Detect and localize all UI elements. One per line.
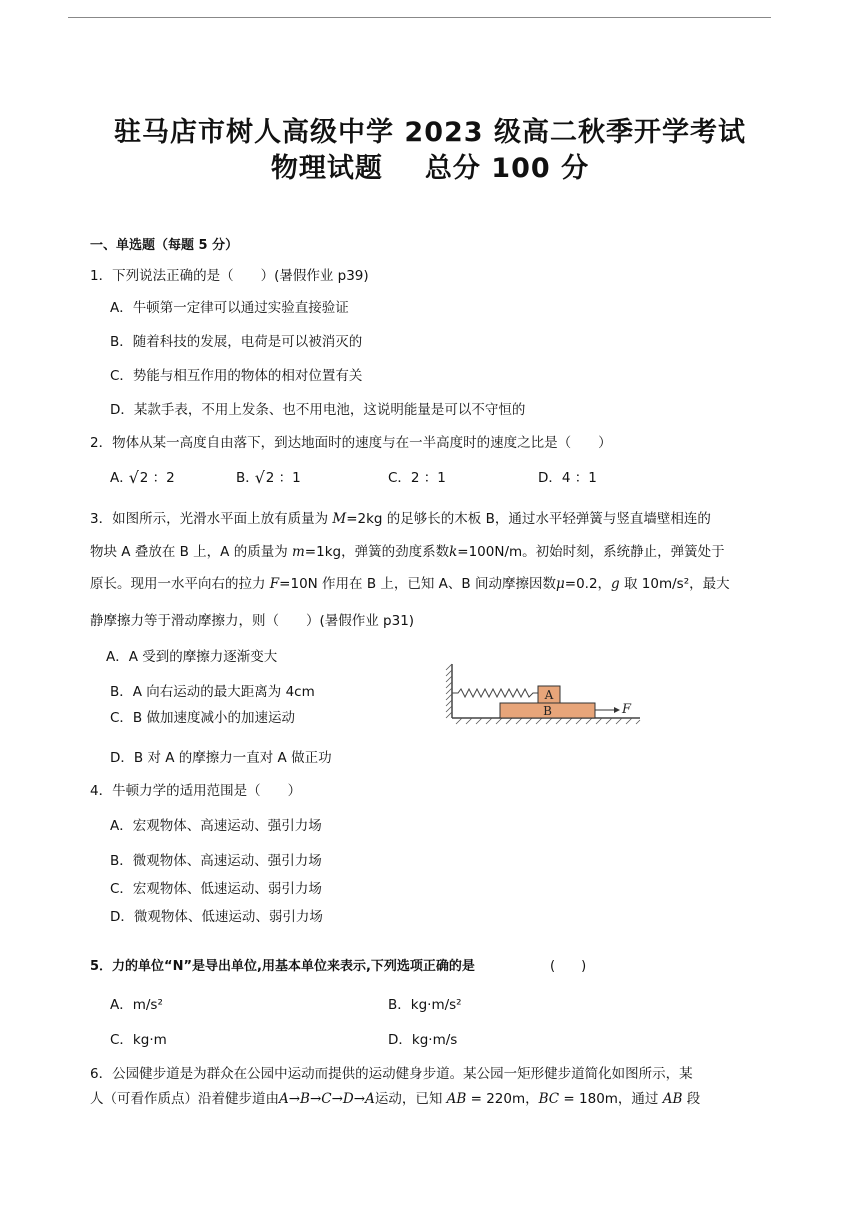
question-5-option-c: C．kg·m	[110, 1032, 167, 1048]
force-label: F	[622, 702, 632, 717]
spring	[452, 689, 538, 697]
header-rule	[68, 17, 771, 18]
question-2-option-c: C．2 ：1	[388, 470, 446, 486]
question-3-line-3	[90, 572, 730, 592]
question-5-stem	[90, 955, 475, 974]
total-score-label: 总分 100 分	[424, 153, 590, 184]
spring-block-diagram	[444, 660, 644, 730]
question-1-option-d: D．某款手表，不用上发条、也不用电池，这说明能量是可以不守恒的	[110, 402, 526, 418]
path-expression: A→B→C→D→A	[279, 1091, 375, 1107]
segment-bc: BC	[538, 1091, 560, 1107]
wall-hatch	[446, 664, 452, 718]
question-5-text: 5．力的单位“N”是导出单位,用基本单位来表示,下列选项正确的是	[90, 959, 475, 974]
text-segment: =10N 作用在 B 上，已知 A、B 间动摩擦因数	[279, 576, 556, 592]
question-1-option-a: A．牛顿第一定律可以通过实验直接验证	[110, 300, 349, 316]
exam-subtitle	[0, 146, 860, 185]
option-a-suffix: ：2	[152, 470, 175, 486]
question-1-option-b: B．随着科技的发展，电荷是可以被消灭的	[110, 334, 363, 350]
question-5-option-d: D．kg·m/s	[388, 1032, 458, 1048]
question-5-option-a: A．m/s²	[110, 997, 163, 1013]
text-segment: 取 10m/s²，最大	[619, 576, 730, 592]
question-1-option-c: C．势能与相互作用的物体的相对位置有关	[110, 368, 363, 384]
force-arrowhead	[614, 707, 620, 713]
question-3-line-2	[90, 540, 725, 560]
text-segment: =1kg，弹簧的劲度系数	[304, 544, 450, 560]
text-segment: 物块 A 叠放在 B 上，A 的质量为	[90, 544, 292, 560]
question-3-option-d: D．B 对 A 的摩擦力一直对 A 做正功	[110, 750, 332, 766]
var-g: g	[611, 576, 620, 592]
var-m: m	[291, 544, 305, 560]
question-6-line-1: 6．公园健步道是为群众在公园中运动而提供的运动健身步道。某公园一矩形健步道简化如图所示，某	[90, 1066, 693, 1082]
sqrt-symbol	[133, 470, 149, 486]
sqrt-symbol	[259, 470, 275, 486]
question-3-line-1	[90, 507, 711, 527]
question-5-answer-paren: ( )	[550, 959, 587, 974]
segment-ab: AB	[662, 1091, 683, 1107]
var-M: M	[332, 511, 347, 527]
option-a-prefix: A．	[110, 470, 133, 486]
var-k: k	[449, 544, 458, 560]
question-3-option-b: B．A 向右运动的最大距离为 4cm	[110, 684, 315, 700]
question-3-option-c: C．B 做加速度减小的加速运动	[110, 710, 295, 726]
question-3-line-4: 静摩擦力等于滑动摩擦力，则（ ）(暑假作业 p31)	[90, 613, 415, 629]
text-segment: 运动，已知	[374, 1091, 447, 1107]
option-b-prefix: B．	[236, 470, 259, 486]
text-segment: =100N/m。初始时刻，系统静止，弹簧处于	[457, 544, 725, 560]
question-5-option-b: B．kg·m/s²	[388, 997, 462, 1013]
block-b-label: B	[543, 704, 552, 718]
option-a-radicand: 2	[139, 470, 149, 486]
question-2-option-a	[110, 466, 175, 486]
question-3-option-a: A．A 受到的摩擦力逐渐变大	[106, 649, 278, 665]
text-segment: 原长。现用一水平向右的拉力	[90, 576, 270, 592]
segment-ab: AB	[446, 1091, 467, 1107]
question-4-option-b: B．微观物体、高速运动、强引力场	[110, 853, 322, 869]
question-4-option-a: A．宏观物体、高速运动、强引力场	[110, 818, 322, 834]
text-segment: 3．如图所示，光滑水平面上放有质量为	[90, 511, 333, 527]
question-1-stem: 1．下列说法正确的是（ ）(暑假作业 p39)	[90, 268, 369, 284]
question-6-line-2	[90, 1087, 700, 1107]
question-2-stem: 2．物体从某一高度自由落下，到达地面时的速度与在一半高度时的速度之比是（ ）	[90, 435, 612, 451]
section-heading: 一、单选题（每题 5 分）	[90, 238, 239, 253]
var-F: F	[269, 576, 280, 592]
question-2-option-d: D．4 ：1	[538, 470, 597, 486]
option-b-radicand: 2	[265, 470, 275, 486]
question-4-option-d: D．微观物体、低速运动、弱引力场	[110, 909, 323, 925]
subject-label: 物理试题	[270, 153, 383, 184]
question-2-option-b	[236, 466, 301, 486]
ground-hatch	[456, 718, 640, 724]
text-segment: = 220m，	[466, 1091, 539, 1107]
text-segment: = 180m，通过	[559, 1091, 663, 1107]
question-4-stem: 4．牛顿力学的适用范围是（ ）	[90, 783, 302, 799]
block-a-label: A	[544, 688, 554, 702]
option-b-suffix: ：1	[278, 470, 301, 486]
var-mu: μ	[555, 576, 565, 592]
text-segment: =2kg 的足够长的木板 B，通过水平轻弹簧与竖直墙壁相连的	[346, 511, 711, 527]
text-segment: =0.2，	[564, 576, 612, 592]
question-4-option-c: C．宏观物体、低速运动、弱引力场	[110, 881, 322, 897]
text-segment: 人（可看作质点）沿着健步道由	[90, 1091, 279, 1107]
text-segment: 段	[682, 1091, 701, 1107]
exam-title: 驻马店市树人高级中学 2023 级高二秋季开学考试	[114, 117, 746, 148]
